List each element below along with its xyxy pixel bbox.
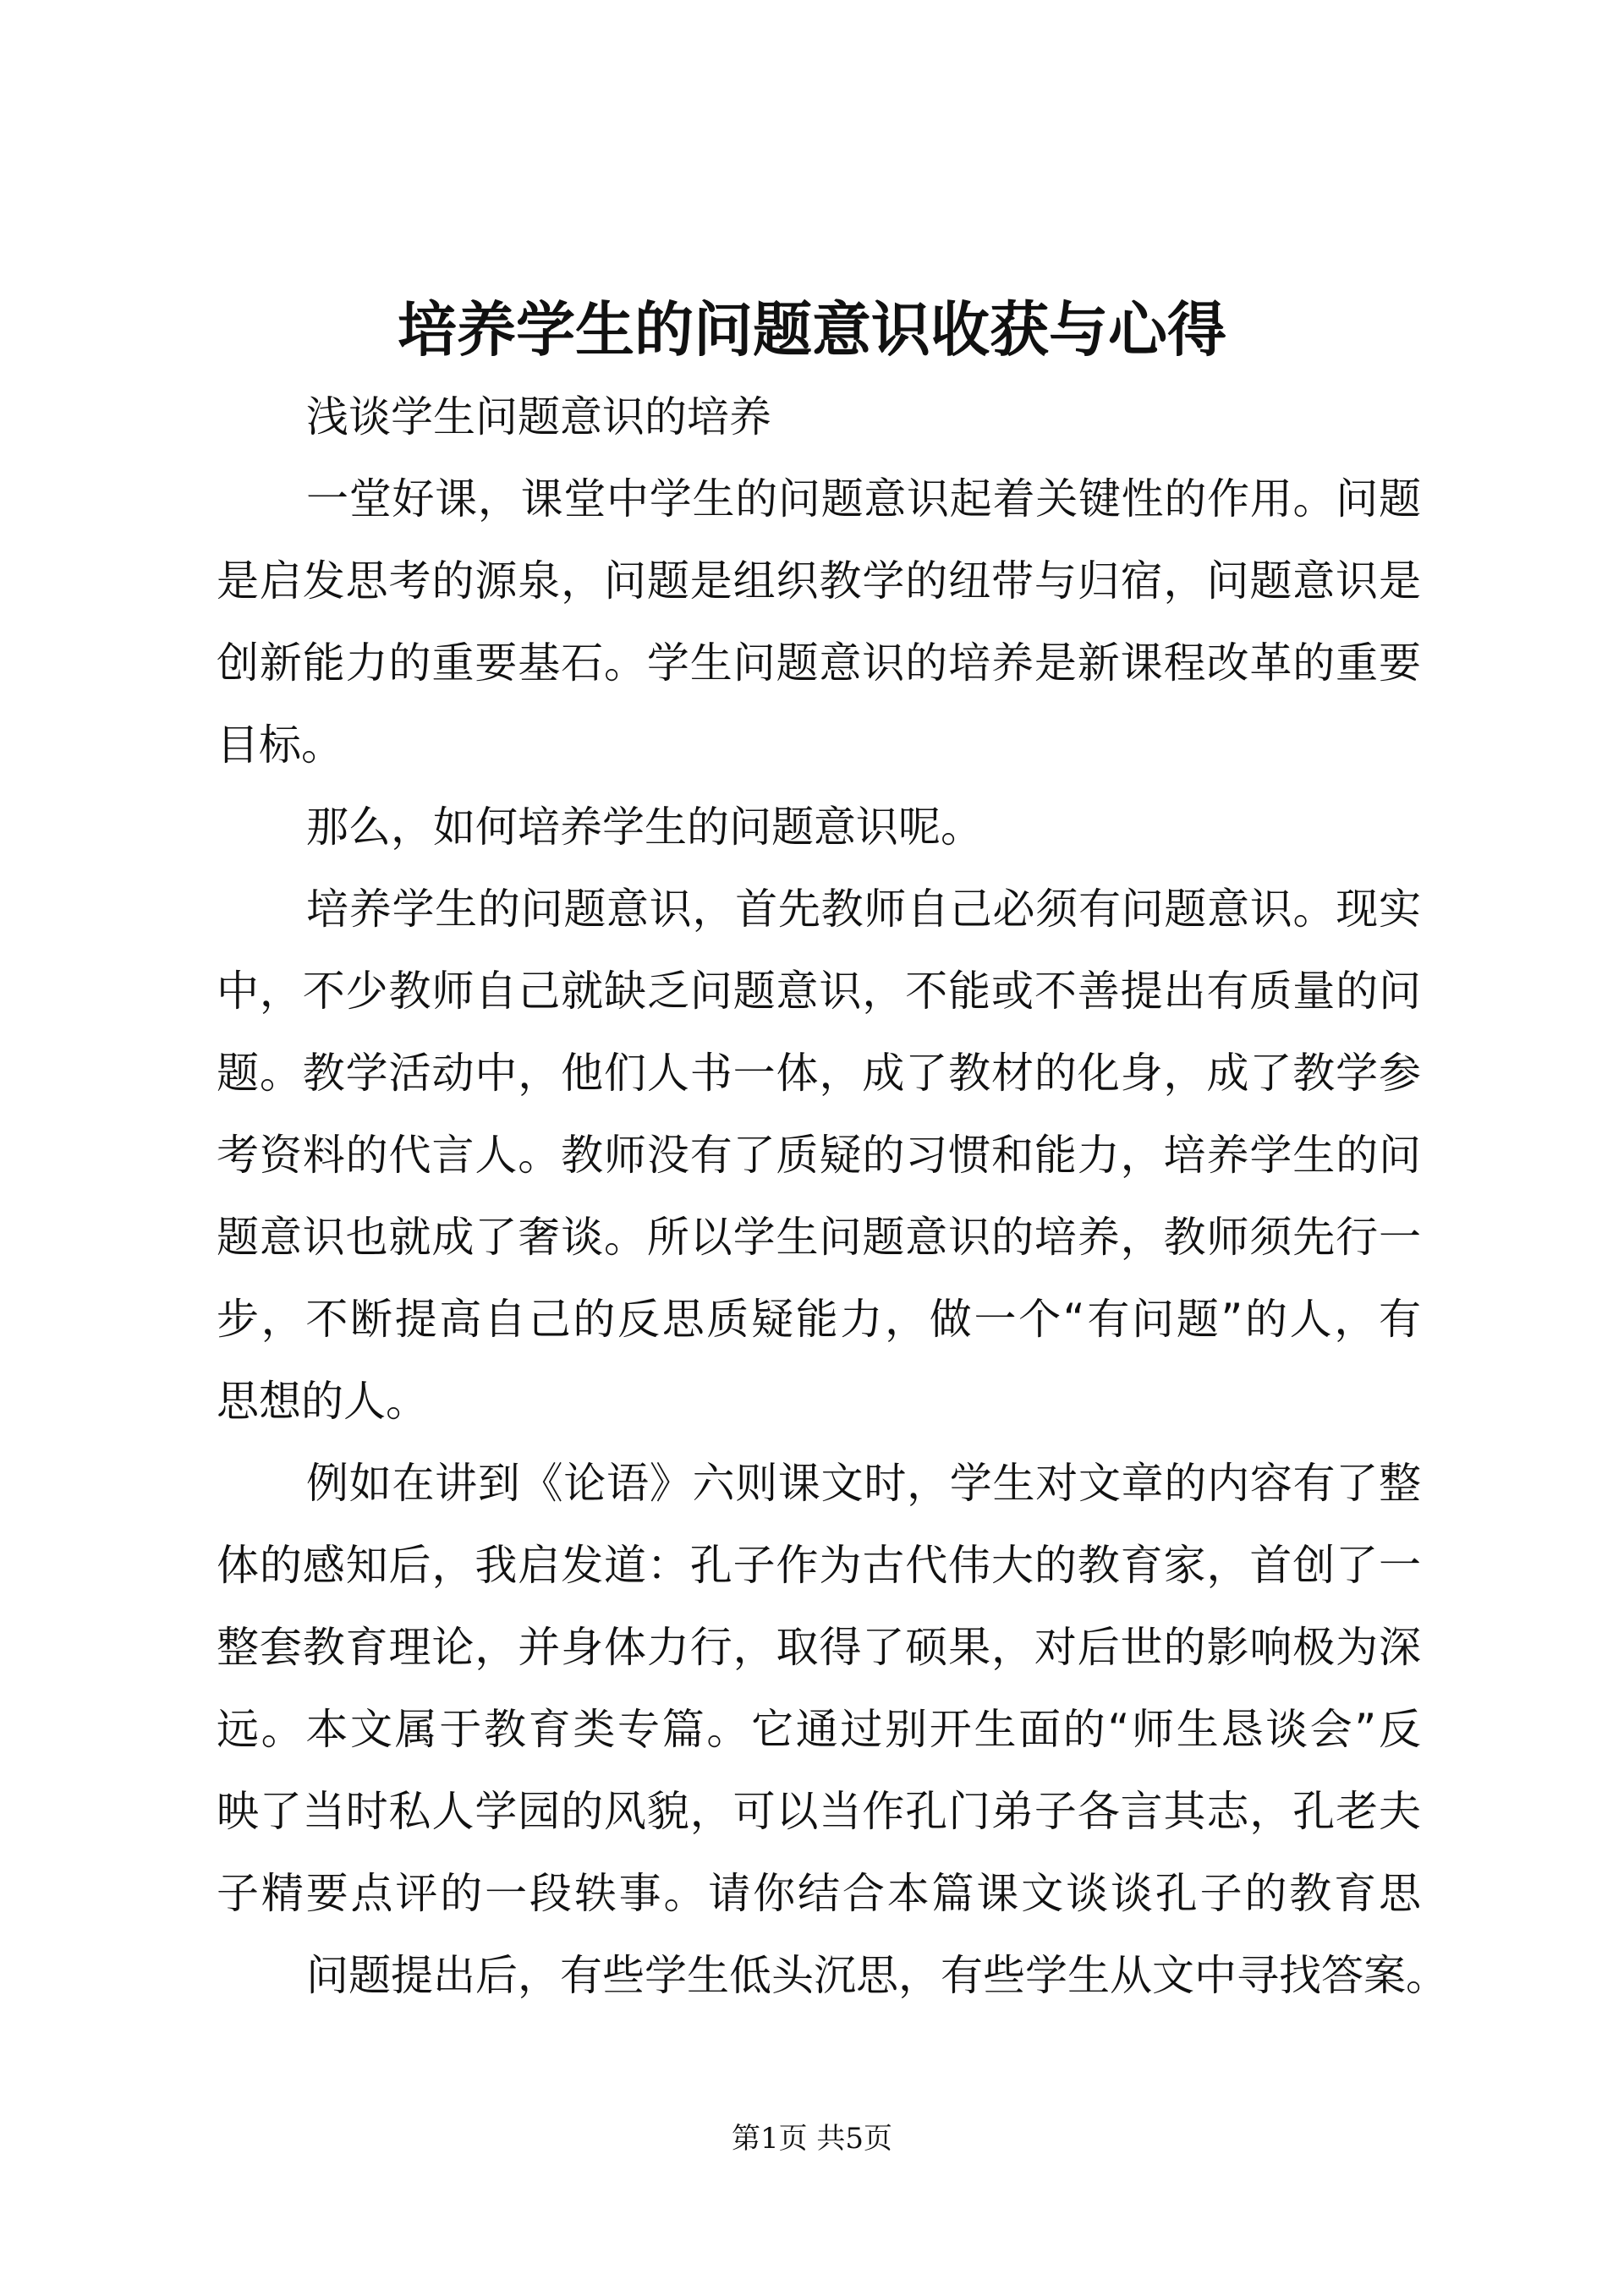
page-number: 第1页 共5页 — [731, 2122, 893, 2156]
text-line: 浅谈学生问题意识的培养 — [306, 392, 771, 441]
text-line: 创新能力的重要基石。学生问题意识的培养是新课程改革的重要 — [217, 638, 1421, 688]
paragraph — [217, 786, 1421, 869]
text-line: 映了当时私人学园的风貌，可以当作孔门弟子各言其志，孔老夫 — [217, 1787, 1421, 1836]
paragraph — [217, 376, 1421, 458]
paragraph — [217, 458, 1421, 786]
text-line: 考资料的代言人。教师没有了质疑的习惯和能力，培养学生的问 — [217, 1131, 1421, 1180]
text-line: 中，不少教师自己就缺乏问题意识，不能或不善提出有质量的问 — [217, 967, 1421, 1016]
document-title: 培养学生的问题意识收获与心得 — [398, 295, 1226, 364]
text-line: 思想的人。 — [217, 1377, 428, 1426]
text-line: 题。教学活动中，他们人书一体，成了教材的化身，成了教学参 — [217, 1049, 1421, 1098]
text-line: 题意识也就成了奢谈。所以学生问题意识的培养，教师须先行一 — [217, 1213, 1421, 1262]
paragraph — [217, 1443, 1421, 1935]
text-line: 问题提出后，有些学生低头沉思，有些学生从文中寻找答案。 — [306, 1951, 1448, 2000]
paragraph — [217, 1935, 1448, 2017]
text-line: 是启发思考的源泉，问题是组织教学的纽带与归宿，问题意识是 — [217, 556, 1421, 606]
text-line: 那么，如何培养学生的问题意识呢。 — [306, 803, 983, 852]
text-line: 子精要点评的一段轶事。请你结合本篇课文谈谈孔子的教育思 — [217, 1869, 1421, 1918]
text-line: 目标。 — [217, 721, 343, 770]
text-line: 体的感知后，我启发道：孔子作为古代伟大的教育家，首创了一 — [217, 1541, 1421, 1590]
document-body — [217, 376, 1448, 2017]
text-line: 远。本文属于教育类专篇。它通过别开生面的“师生恳谈会”反 — [217, 1705, 1421, 1754]
text-line: 一堂好课，课堂中学生的问题意识起着关键性的作用。问题 — [306, 474, 1421, 523]
text-line: 例如在讲到《论语》六则课文时，学生对文章的内容有了整 — [306, 1459, 1421, 1508]
text-line: 培养学生的问题意识，首先教师自己必须有问题意识。现实 — [306, 885, 1421, 934]
text-line: 整套教育理论，并身体力行，取得了硕果，对后世的影响极为深 — [217, 1623, 1421, 1672]
paragraph — [217, 869, 1421, 1443]
text-line: 步，不断提高自己的反思质疑能力，做一个“有问题”的人，有 — [217, 1295, 1421, 1344]
